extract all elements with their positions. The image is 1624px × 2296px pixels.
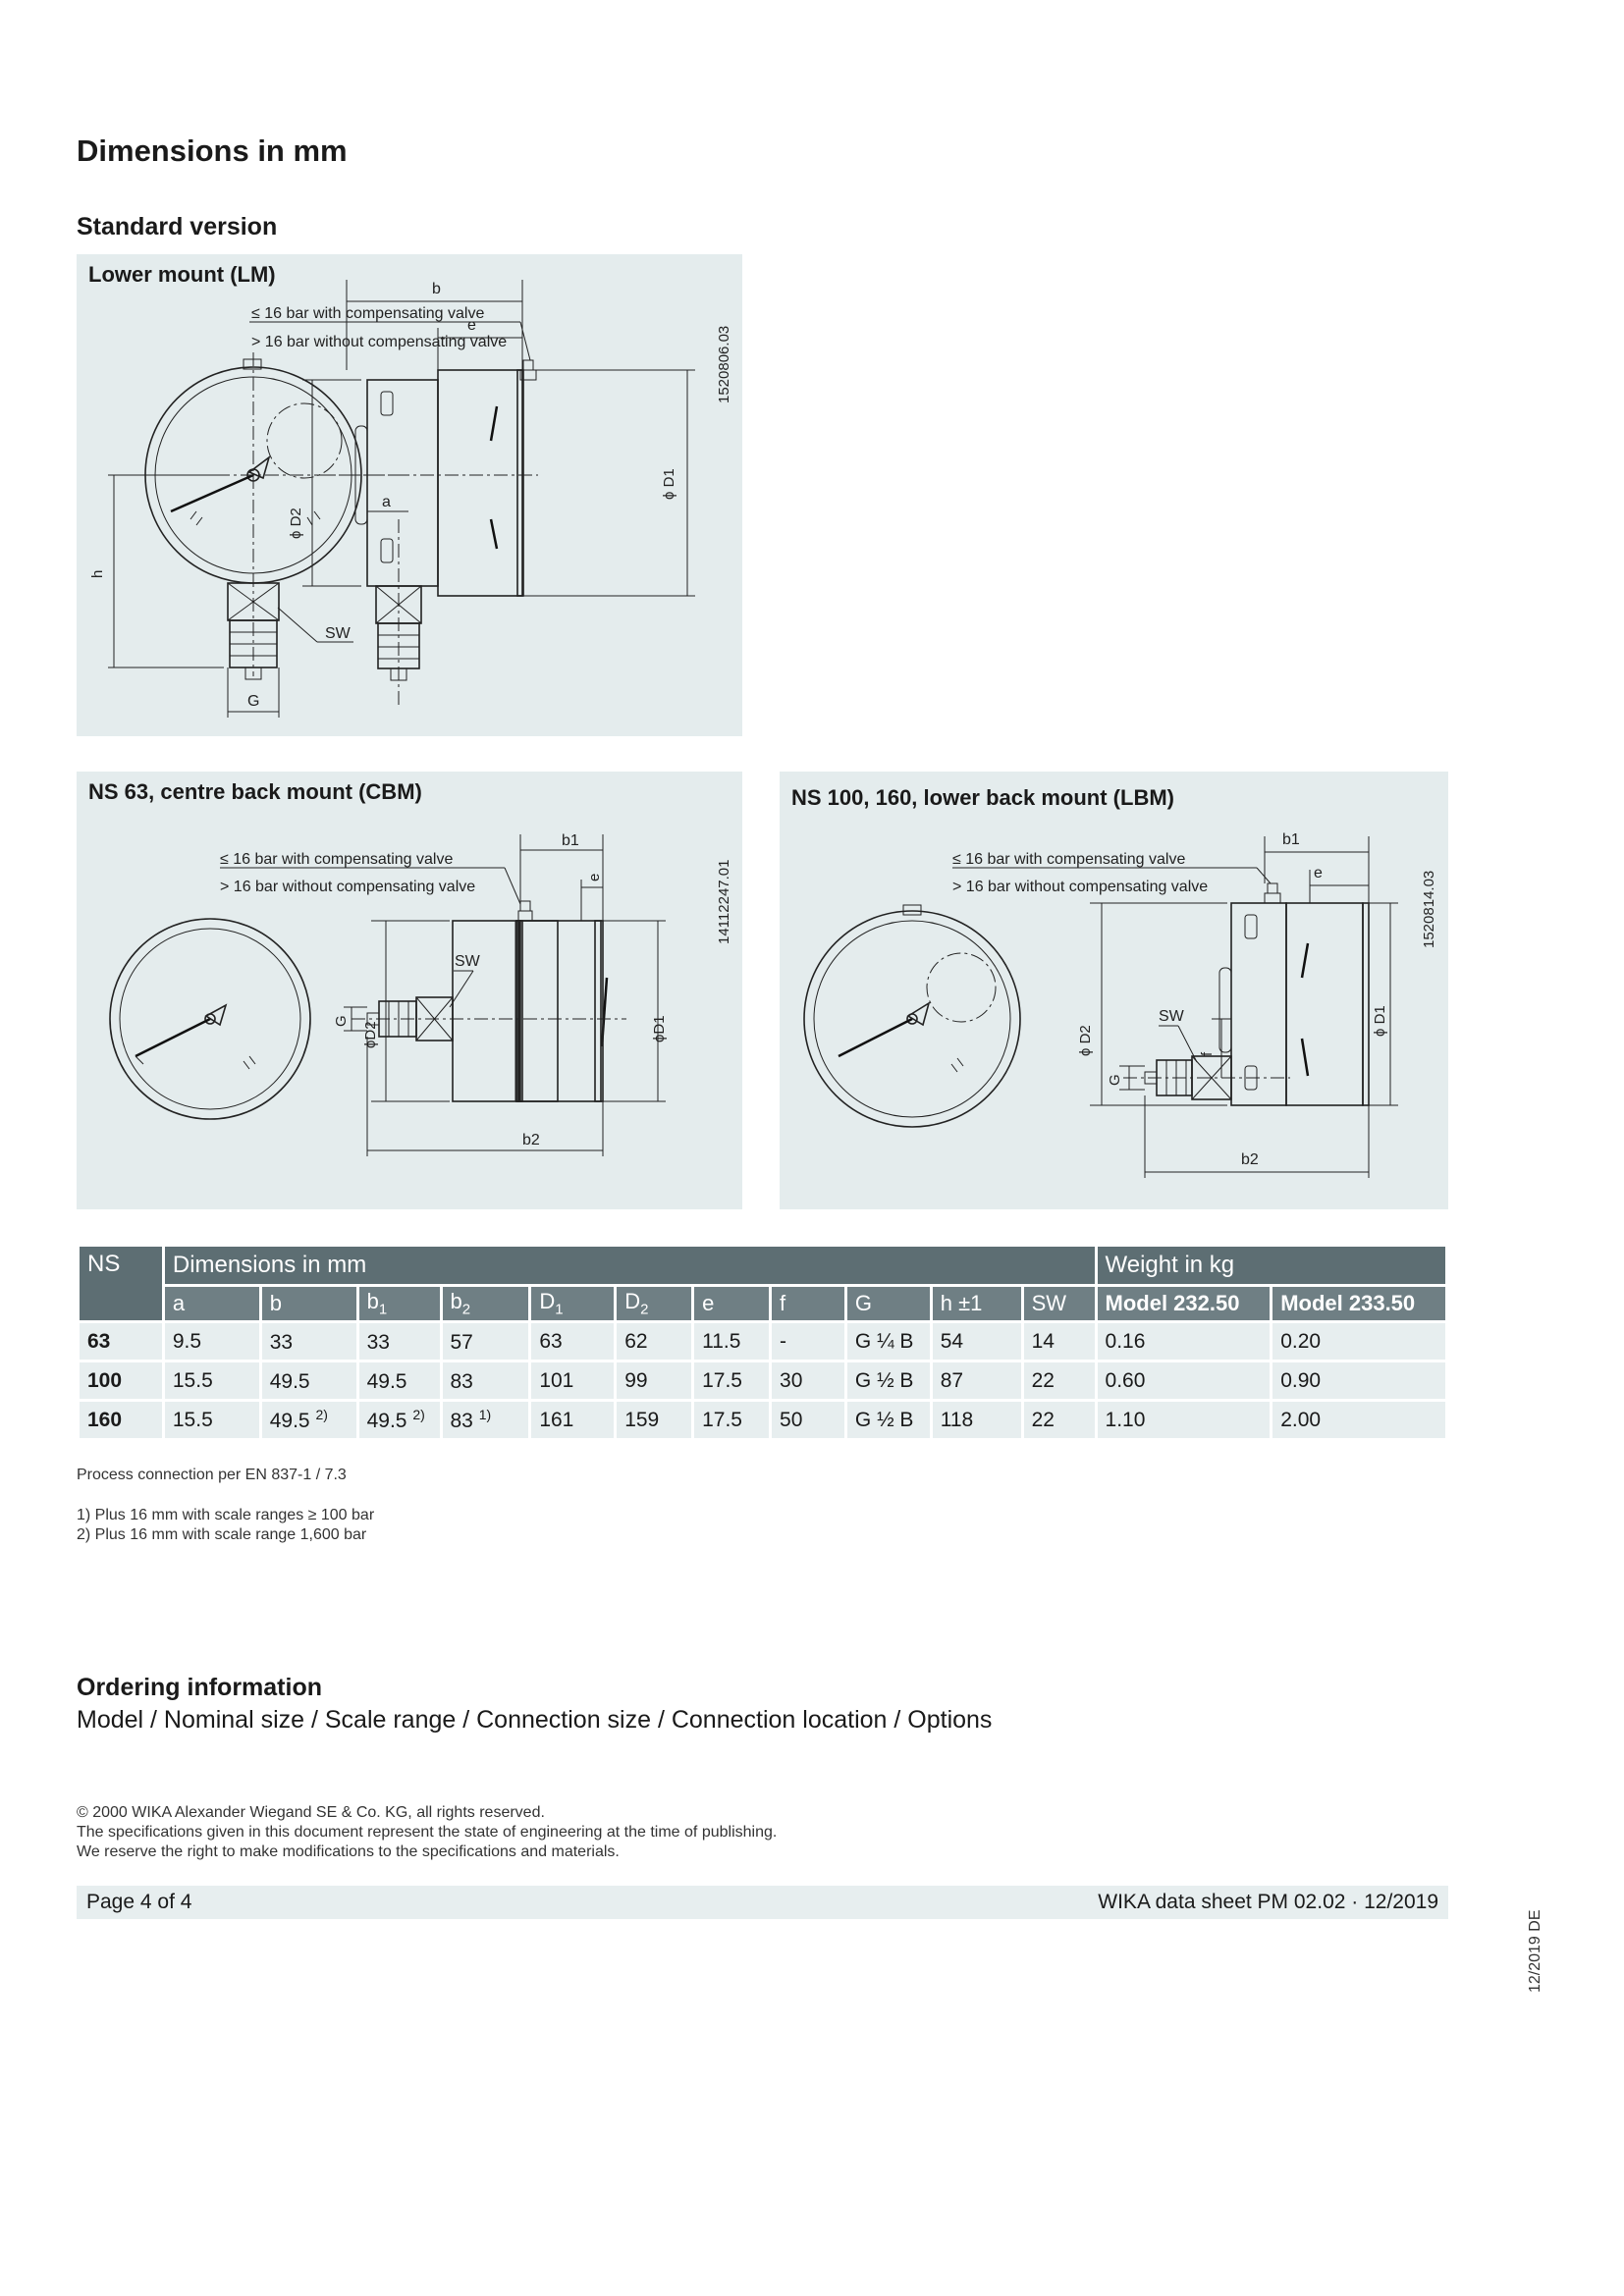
col-d2: $D_2$ — [617, 1284, 691, 1320]
cell-g: G ½ B — [847, 1399, 930, 1438]
cell-g: G ¼ B — [847, 1320, 930, 1360]
col-d1: $D_1$ — [531, 1284, 614, 1320]
lm-label-d1: ϕ D1 — [661, 468, 677, 500]
page-number: Page 4 of 4 — [86, 1891, 192, 1913]
cell-h: 118 — [933, 1399, 1021, 1438]
footnote-2: 2) Plus 16 mm with scale range 1,600 bar — [77, 1526, 367, 1543]
col-b1: $b_1$ — [359, 1284, 440, 1320]
lbm-label-d1: ϕ D1 — [1372, 1005, 1388, 1037]
cell-b: 33 — [262, 1320, 356, 1360]
cbm-label-g: G — [333, 1015, 350, 1027]
section-title: Standard version — [77, 213, 278, 240]
table-row — [80, 1320, 1445, 1360]
cell-a: 9.5 — [165, 1320, 259, 1360]
cell-ns: 63 — [80, 1320, 162, 1360]
cell-weight-233: 0.90 — [1272, 1360, 1445, 1399]
cell-b1: 33 — [359, 1320, 440, 1360]
lm-valve-line2: > 16 bar without compensating valve — [251, 334, 508, 350]
lm-label-d2: ϕ D2 — [288, 507, 304, 539]
cell-b: 49.5 $^{2)}$ — [262, 1399, 356, 1438]
col-e: e — [694, 1284, 769, 1320]
panel-cbm-title: NS 63, centre back mount (CBM) — [88, 779, 422, 804]
cell-d2: 62 — [617, 1320, 691, 1360]
panel-lower-back-mount — [780, 772, 1448, 1209]
cell-weight-232: 1.10 — [1098, 1399, 1271, 1438]
cbm-label-d2: ϕD2 — [362, 1021, 379, 1048]
col-model-233: Model 233.50 — [1272, 1284, 1445, 1320]
lm-valve-line1: ≤ 16 bar with compensating valve — [251, 305, 485, 322]
cell-g: G ½ B — [847, 1360, 930, 1399]
table-header-columns — [80, 1284, 1445, 1320]
cbm-label-sw: SW — [455, 953, 480, 970]
col-group-weight: Weight in kg — [1098, 1247, 1445, 1284]
col-b: b — [262, 1284, 356, 1320]
cell-weight-232: 0.16 — [1098, 1320, 1271, 1360]
ordering-title: Ordering information — [77, 1674, 322, 1701]
lm-label-a: a — [382, 494, 391, 510]
cbm-valve-line2: > 16 bar without compensating valve — [220, 879, 476, 895]
cell-f: 30 — [772, 1360, 844, 1399]
col-ns: NS — [80, 1247, 162, 1320]
panel-lbm-title: NS 100, 160, lower back mount (LBM) — [791, 785, 1174, 810]
reserve-line: We reserve the right to make modifications to the specifications and materials. — [77, 1843, 620, 1860]
cell-b: 49.5 — [262, 1360, 356, 1399]
cbm-drawing-number: 14112247.01 — [716, 859, 732, 944]
col-h: h ±1 — [933, 1284, 1021, 1320]
cell-sw: 14 — [1024, 1320, 1095, 1360]
cbm-label-e: e — [586, 873, 603, 881]
cell-weight-233: 0.20 — [1272, 1320, 1445, 1360]
cell-b2: 83 — [443, 1360, 529, 1399]
col-group-dimensions: Dimensions in mm — [165, 1247, 1095, 1284]
lm-label-e: e — [467, 317, 476, 334]
col-b2: $b_2$ — [443, 1284, 529, 1320]
lm-label-b: b — [432, 281, 441, 297]
cell-d1: 63 — [531, 1320, 614, 1360]
panel-centre-back-mount — [77, 772, 742, 1209]
ordering-text: Model / Nominal size / Scale range / Connection size / Connection location / Options — [77, 1706, 993, 1734]
table-row — [80, 1360, 1445, 1399]
copyright-line: © 2000 WIKA Alexander Wiegand SE & Co. KG, all rights reserved. — [77, 1804, 545, 1821]
cell-b2: 57 — [443, 1320, 529, 1360]
cbm-label-b1: b1 — [562, 832, 579, 849]
data-sheet-id: WIKA data sheet PM 02.02 · 12/2019 — [1098, 1891, 1438, 1913]
cell-weight-233: 2.00 — [1272, 1399, 1445, 1438]
lbm-drawing-number: 1520814.03 — [1421, 870, 1437, 948]
lbm-label-f: f — [1199, 1051, 1216, 1056]
cell-e: 17.5 — [694, 1360, 769, 1399]
footnote-1: 1) Plus 16 mm with scale ranges ≥ 100 bar — [77, 1507, 375, 1523]
lbm-label-e: e — [1314, 865, 1323, 881]
side-date-stamp: 12/2019 DE — [1527, 1909, 1543, 1993]
cbm-label-b2: b2 — [522, 1132, 540, 1148]
cell-a: 15.5 — [165, 1399, 259, 1438]
specs-line: The specifications given in this document represent the state of engineering at the time of publishing. — [77, 1824, 778, 1841]
lbm-label-g: G — [1107, 1074, 1123, 1086]
cbm-valve-line1: ≤ 16 bar with compensating valve — [220, 851, 454, 868]
cell-d1: 101 — [531, 1360, 614, 1399]
cell-d1: 161 — [531, 1399, 614, 1438]
cell-sw: 22 — [1024, 1360, 1095, 1399]
cell-b1: 49.5 $^{2)}$ — [359, 1399, 440, 1438]
col-sw: SW — [1024, 1284, 1095, 1320]
page-title: Dimensions in mm — [77, 133, 348, 168]
cell-h: 54 — [933, 1320, 1021, 1360]
lbm-label-sw: SW — [1159, 1008, 1184, 1025]
process-connection-note: Process connection per EN 837-1 / 7.3 — [77, 1467, 347, 1483]
lbm-drawing — [780, 772, 1448, 1209]
col-model-232: Model 232.50 — [1098, 1284, 1271, 1320]
col-g: G — [847, 1284, 930, 1320]
cell-e: 11.5 — [694, 1320, 769, 1360]
lm-drawing — [77, 254, 742, 736]
lbm-label-b2: b2 — [1241, 1151, 1259, 1168]
cell-f: 50 — [772, 1399, 844, 1438]
cell-h: 87 — [933, 1360, 1021, 1399]
panel-lower-mount — [77, 254, 742, 736]
cell-sw: 22 — [1024, 1399, 1095, 1438]
col-f: f — [772, 1284, 844, 1320]
table-row — [80, 1399, 1445, 1438]
cell-a: 15.5 — [165, 1360, 259, 1399]
lm-drawing-number: 1520806.03 — [716, 325, 732, 403]
cbm-label-d1: ϕD1 — [651, 1015, 668, 1042]
cbm-drawing — [77, 772, 742, 1209]
lbm-valve-line2: > 16 bar without compensating valve — [952, 879, 1209, 895]
lbm-valve-line1: ≤ 16 bar with compensating valve — [952, 851, 1186, 868]
footer-bar — [77, 1886, 1448, 1919]
cell-ns: 160 — [80, 1399, 162, 1438]
cell-f: - — [772, 1320, 844, 1360]
dimensions-table — [77, 1247, 1448, 1438]
lm-label-sw: SW — [325, 625, 351, 642]
cell-d2: 159 — [617, 1399, 691, 1438]
col-a: a — [165, 1284, 259, 1320]
lm-label-h: h — [89, 569, 106, 578]
lbm-label-d2: ϕ D2 — [1077, 1025, 1094, 1056]
cell-e: 17.5 — [694, 1399, 769, 1438]
table-header-group — [80, 1247, 1445, 1284]
lbm-label-b1: b1 — [1282, 831, 1300, 848]
cell-d2: 99 — [617, 1360, 691, 1399]
cell-b2: 83 $^{1)}$ — [443, 1399, 529, 1438]
cell-ns: 100 — [80, 1360, 162, 1399]
cell-b1: 49.5 — [359, 1360, 440, 1399]
lm-label-g: G — [247, 693, 260, 710]
cell-weight-232: 0.60 — [1098, 1360, 1271, 1399]
panel-lm-title: Lower mount (LM) — [88, 262, 276, 287]
